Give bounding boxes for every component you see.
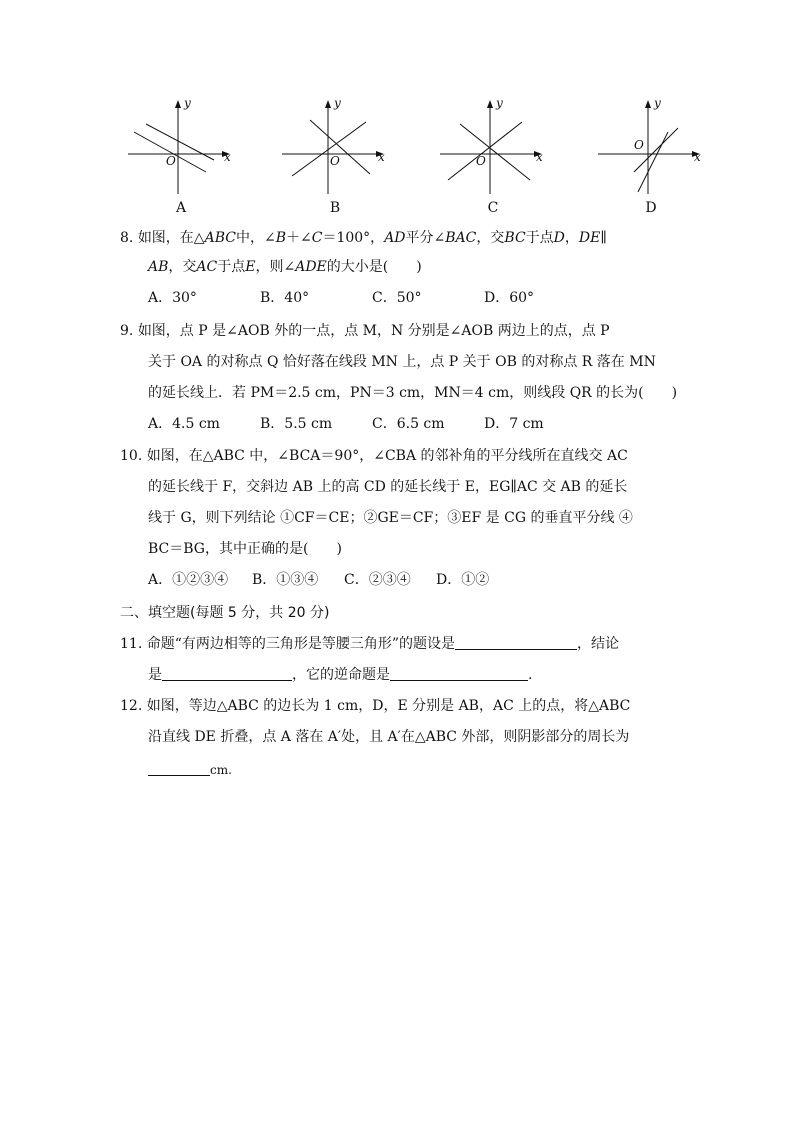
question-11-line-2 bbox=[148, 665, 532, 685]
question-8-line-1 bbox=[120, 228, 607, 248]
x-axis-label: x bbox=[378, 150, 385, 164]
question-10-line-2: 的延长线于 F，交斜边 AB 上的高 CD 的延长线于 E，EG∥AC 交 AB 的延长 bbox=[148, 479, 628, 495]
question-number: 9. bbox=[120, 323, 134, 339]
option-d[interactable]: D．60° bbox=[484, 290, 535, 306]
question-8-options bbox=[148, 288, 534, 308]
graph-label-a: A bbox=[175, 200, 187, 216]
question-8-line-2 bbox=[148, 257, 422, 277]
math-var: AB bbox=[148, 259, 169, 275]
question-12-line-3 bbox=[148, 760, 232, 780]
y-axis-label: y bbox=[496, 96, 503, 110]
text: 是 bbox=[148, 667, 162, 683]
question-number: 10. bbox=[120, 448, 143, 464]
math-var: AC bbox=[196, 259, 218, 275]
option-c[interactable]: C．6.5 cm bbox=[372, 416, 445, 432]
answer-blank-premise[interactable] bbox=[455, 635, 577, 650]
text: cm. bbox=[210, 763, 232, 777]
graph-d-figure bbox=[596, 92, 706, 202]
text: ，交 bbox=[476, 230, 505, 246]
text: ＝100°， bbox=[322, 230, 385, 246]
answer-blank-perimeter[interactable] bbox=[148, 761, 210, 776]
question-10-line-4: BC＝BG，其中正确的是( ) bbox=[148, 541, 342, 557]
math-var: E bbox=[245, 259, 256, 275]
origin-label: O bbox=[166, 154, 176, 168]
question-9-line-1 bbox=[120, 321, 610, 341]
question-12-line-1 bbox=[120, 696, 630, 716]
math-var: AD bbox=[384, 230, 406, 246]
math-var: DE bbox=[578, 230, 601, 246]
text: ， bbox=[564, 230, 579, 246]
text: 平分∠ bbox=[405, 230, 446, 246]
x-axis-label: x bbox=[224, 150, 231, 164]
text: ，则∠ bbox=[255, 259, 296, 275]
text: ，它的逆命题是 bbox=[292, 667, 390, 683]
question-10-options bbox=[148, 570, 489, 590]
text: 如图，在△ABC 中，∠BCA＝90°，∠CBA 的邻补角的平分线所在直线交 AC bbox=[146, 448, 628, 464]
origin-label: O bbox=[330, 154, 340, 168]
question-number: 11. bbox=[120, 636, 143, 652]
text: 于点 bbox=[217, 259, 246, 275]
question-10-line-1 bbox=[120, 446, 628, 466]
option-a[interactable]: A．30° bbox=[148, 290, 197, 306]
graph-a bbox=[126, 92, 236, 222]
x-axis-label: x bbox=[536, 150, 543, 164]
y-axis-label: y bbox=[654, 96, 661, 110]
option-c[interactable]: C．②③④ bbox=[344, 572, 411, 588]
math-var: ABC bbox=[204, 230, 236, 246]
graph-options-row bbox=[120, 92, 700, 222]
math-var: D bbox=[553, 230, 565, 246]
option-b[interactable]: B．①③④ bbox=[252, 572, 319, 588]
option-a[interactable]: A．4.5 cm bbox=[148, 416, 220, 432]
y-axis-label: y bbox=[334, 96, 341, 110]
question-number: 8. bbox=[120, 230, 134, 246]
text: 如图，点 P 是∠AOB 外的一点，点 M，N 分别是∠AOB 两边上的点，点 P bbox=[137, 323, 610, 339]
text: 的大小是( ) bbox=[326, 259, 422, 275]
question-9-line-2: 关于 OA 的对称点 Q 恰好落在线段 MN 上，点 P 关于 OB 的对称点 R 落在 MN bbox=[148, 354, 656, 370]
text: 如图，等边△ABC 的边长为 1 cm，D，E 分别是 AB，AC 上的点，将△ABC bbox=[146, 698, 631, 714]
question-11-line-1 bbox=[120, 634, 619, 654]
graph-a-figure bbox=[126, 92, 236, 202]
x-axis-label: x bbox=[694, 150, 701, 164]
text: 中，∠ bbox=[235, 230, 276, 246]
origin-label: O bbox=[634, 138, 644, 152]
math-var: B bbox=[275, 230, 286, 246]
math-var: BC bbox=[504, 230, 526, 246]
graph-b bbox=[280, 92, 390, 222]
origin-label: O bbox=[476, 154, 486, 168]
option-b[interactable]: B．5.5 cm bbox=[260, 416, 333, 432]
option-d[interactable]: D．7 cm bbox=[484, 416, 544, 432]
answer-blank-converse[interactable] bbox=[390, 666, 528, 681]
question-9-options bbox=[148, 414, 544, 434]
option-b[interactable]: B．40° bbox=[260, 290, 310, 306]
option-c[interactable]: C．50° bbox=[372, 290, 422, 306]
text: . bbox=[528, 667, 533, 683]
graph-label-d: D bbox=[645, 200, 657, 216]
math-var: ADE bbox=[295, 259, 327, 275]
question-12-line-2: 沿直线 DE 折叠，点 A 落在 A′处，且 A′在△ABC 外部，则阴影部分的周长为 bbox=[148, 729, 630, 745]
text: ∥ bbox=[600, 230, 607, 246]
question-10-line-3: 线于 G，则下列结论 ①CF＝CE；②GE＝CF；③EF 是 CG 的垂直平分线 ④ bbox=[148, 510, 633, 526]
graph-c bbox=[438, 92, 548, 222]
math-var: C bbox=[311, 230, 323, 246]
question-9-line-3: 的延长线上．若 PM＝2.5 cm，PN＝3 cm，MN＝4 cm，则线段 QR 的长为( ) bbox=[148, 385, 678, 401]
graph-label-c: C bbox=[487, 200, 499, 216]
y-axis-label: y bbox=[184, 96, 191, 110]
graph-label-b: B bbox=[329, 200, 341, 216]
text: 命题“有两边相等的三角形是等腰三角形”的题设是 bbox=[146, 636, 456, 652]
section-2-heading: 二、填空题(每题 5 分，共 20 分) bbox=[120, 605, 330, 621]
text: ，结论 bbox=[577, 636, 620, 652]
question-number: 12. bbox=[120, 698, 143, 714]
text: 如图，在△ bbox=[137, 230, 205, 246]
text: 于点 bbox=[525, 230, 554, 246]
answer-blank-conclusion[interactable] bbox=[162, 666, 292, 681]
math-var: BAC bbox=[445, 230, 477, 246]
option-d[interactable]: D．①② bbox=[436, 572, 490, 588]
graph-c-figure bbox=[438, 92, 548, 202]
graph-d bbox=[596, 92, 706, 222]
option-a[interactable]: A．①②③④ bbox=[148, 572, 229, 588]
text: ，交 bbox=[168, 259, 197, 275]
text: ＋∠ bbox=[286, 230, 312, 246]
